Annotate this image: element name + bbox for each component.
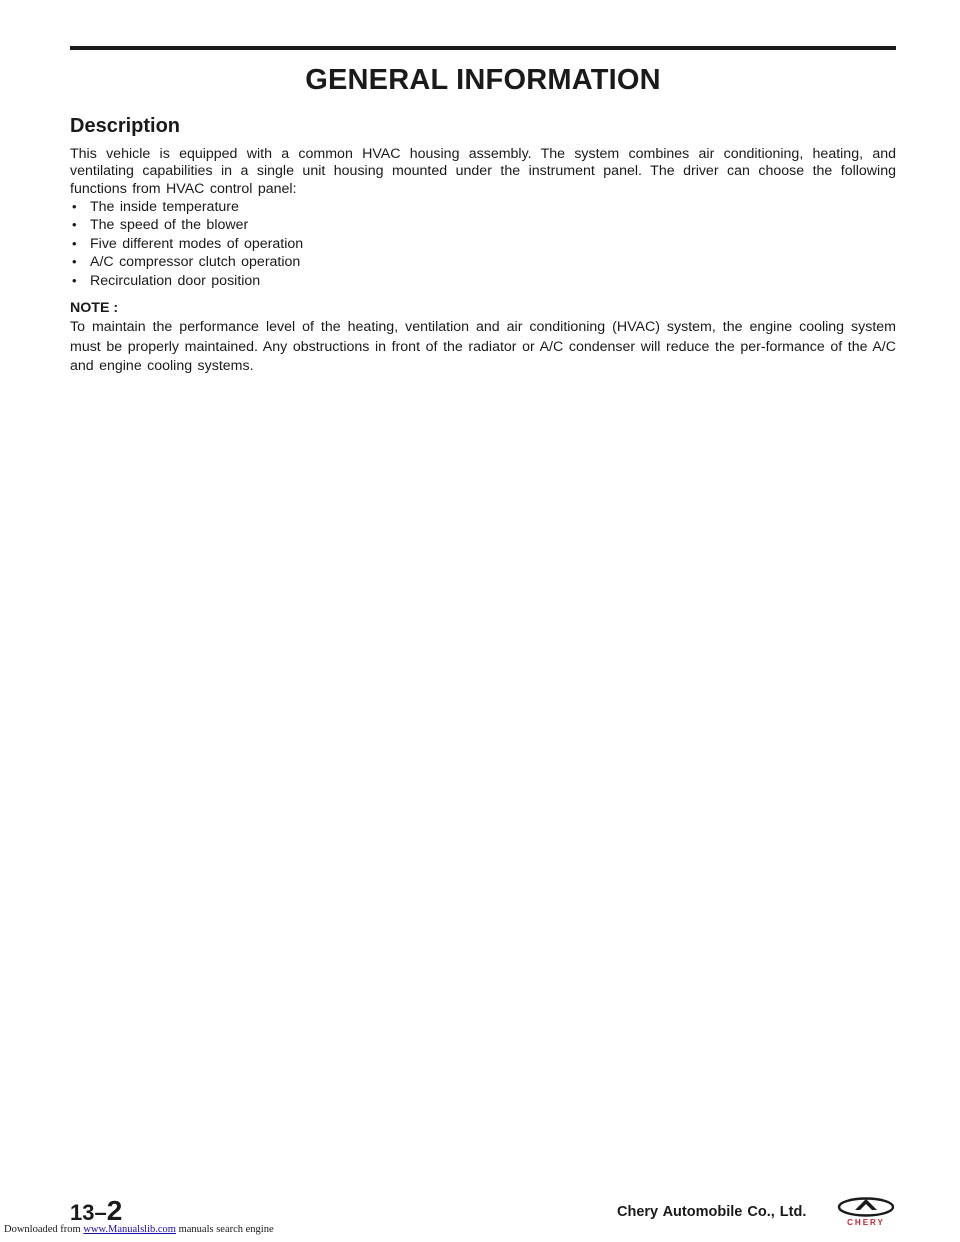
- list-item: [70, 272, 303, 290]
- bullet-icon: •: [72, 254, 77, 270]
- logo-wordmark: CHERY: [847, 1218, 885, 1227]
- bullet-icon: •: [72, 217, 77, 233]
- list-item-text: Five different modes of operation: [90, 235, 304, 252]
- list-item-text: The speed of the blower: [90, 217, 249, 234]
- page-number-suffix: 2: [106, 1195, 123, 1226]
- function-list: [70, 198, 303, 290]
- bullet-icon: •: [72, 272, 77, 288]
- company-name: Chery Automobile Co., Ltd.: [617, 1204, 807, 1220]
- list-item: [70, 198, 303, 216]
- note-label: NOTE :: [70, 300, 119, 316]
- list-item: [70, 216, 303, 234]
- page-title: GENERAL INFORMATION: [305, 64, 661, 96]
- manualslib-link[interactable]: www.Manualslib.com: [83, 1224, 176, 1235]
- download-suffix: manuals search engine: [175, 1224, 274, 1235]
- download-footer: [4, 1224, 274, 1235]
- list-item: [70, 253, 303, 271]
- page-number-prefix: 13–: [70, 1200, 107, 1225]
- bullet-icon: •: [72, 235, 77, 251]
- intro-paragraph: This vehicle is equipped with a common HVAC housing assembly. The system combines air conditioning, heating, and ventilating capabilities in a single unit housing mounted under the instrument panel. The driver can choose the following functions from HVAC control panel:: [70, 146, 896, 197]
- download-prefix: Downloaded from: [4, 1224, 84, 1235]
- list-item-text: A/C compressor clutch operation: [90, 254, 301, 271]
- bullet-icon: •: [72, 199, 77, 214]
- top-rule: [70, 46, 896, 50]
- list-item: [70, 235, 303, 253]
- section-heading: Description: [70, 115, 181, 137]
- page-number: [70, 1195, 123, 1226]
- list-item-text: The inside temperature: [90, 199, 239, 215]
- list-item-text: Recirculation door position: [90, 272, 261, 289]
- note-body: To maintain the performance level of the heating, ventilation and air conditioning (HVAC) system, the engine cooling system must be properly maintained. Any obstructions in front of the radiator or A/C condenser will reduce the per-formance of the A/C and engine cooling systems.: [70, 319, 896, 374]
